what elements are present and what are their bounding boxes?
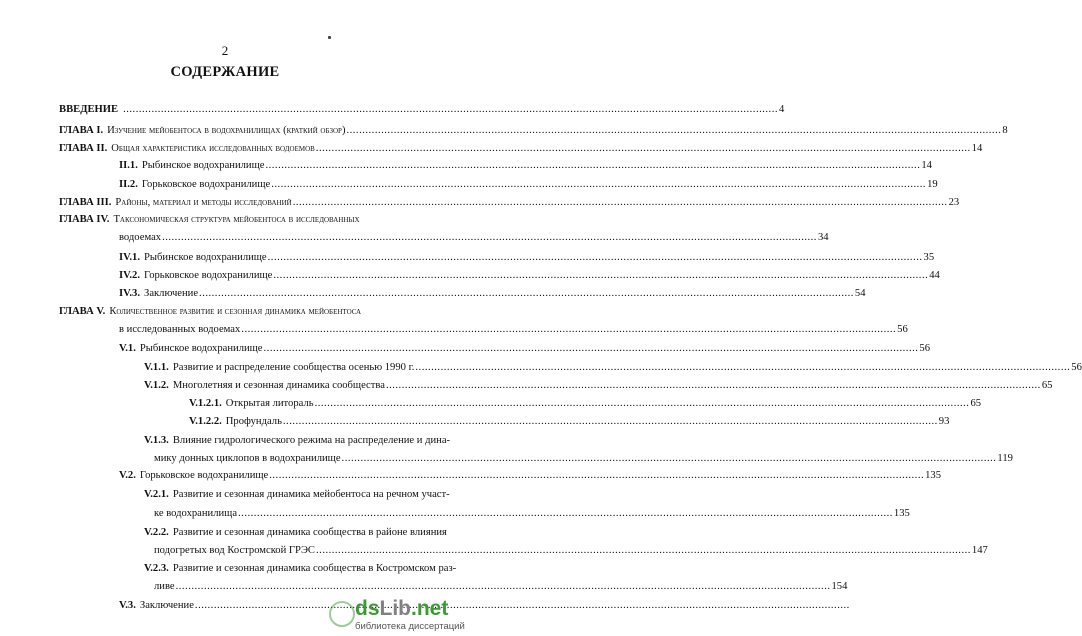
toc-entry-page: 65 (970, 398, 982, 409)
toc-entry (119, 599, 310, 613)
toc-entry-number: V.1.1. (144, 362, 169, 373)
toc-entry-number: IV.3. (119, 288, 141, 299)
toc-entry-page: 56 (897, 324, 908, 335)
toc-leader-dots (241, 323, 896, 337)
toc-entry-number: V.1.3. (144, 435, 169, 446)
toc-entry-number: V.2. (119, 470, 136, 481)
toc-entry-number: V.2.3. (144, 563, 169, 574)
toc-entry-title: Изучение мейобентоса в водохранилищах (краткий обзор) (107, 125, 346, 136)
toc-entry-page: 119 (997, 453, 1013, 464)
toc-entry-page: 147 (971, 545, 988, 556)
page-title: СОДЕРЖАНИЕ (170, 64, 280, 80)
page-number: 2 (221, 43, 229, 58)
toc-entry-page: 35 (923, 252, 935, 263)
toc-entry-page: 23 (948, 197, 960, 208)
toc-entry (59, 305, 417, 319)
toc-entry-number: V.3. (119, 600, 136, 611)
toc-entry (144, 526, 447, 540)
toc-entry-title: Общая характеристика исследованных водоемов (111, 143, 315, 154)
toc-entry-page: 56 (919, 343, 930, 354)
toc-leader-dots (386, 379, 1041, 393)
watermark-subtitle: библиотека диссертаций (355, 621, 465, 632)
toc-leader-dots (162, 231, 817, 245)
toc-entry-number: IV.2. (119, 270, 141, 281)
watermark (325, 597, 465, 636)
toc-entry-page: 93 (938, 416, 950, 427)
toc-entry-title: Развитие и сезонная динамика сообщества в Костромском раз- (172, 563, 457, 574)
toc-entry-page: 4 (778, 104, 785, 115)
toc-entry-page: 135 (893, 508, 910, 519)
toc-leader-dots (199, 287, 854, 301)
toc-entry-title: Влияние гидрологического режима на распределение и дина- (172, 435, 451, 446)
toc-entry-title: ке водохранилища (154, 508, 238, 519)
toc-entry-title: Заключение (144, 288, 199, 299)
toc-entry (59, 142, 983, 156)
watermark-logo-icon (329, 601, 355, 627)
toc-entry-title: ливе (154, 581, 175, 592)
toc-leader-dots (269, 469, 924, 483)
toc-entry (119, 323, 908, 337)
toc-entry-title: Рыбинское водохранилище (144, 252, 267, 263)
toc-entry (119, 469, 942, 483)
toc-leader-dots (315, 397, 970, 411)
toc-leader-dots (238, 507, 893, 521)
toc-entry-title: Многолетняя и сезонная динамика сообщества (172, 380, 385, 391)
toc-entry-page: 14 (921, 160, 932, 171)
toc-leader-dots (176, 580, 831, 594)
toc-entry (119, 178, 938, 192)
toc-entry-number: II.1. (119, 160, 138, 171)
toc-entry (59, 213, 417, 227)
toc-entry-number: V.2.2. (144, 527, 169, 538)
toc-entry-page: 8 (1002, 125, 1008, 136)
toc-entry (154, 544, 988, 558)
toc-entry (59, 103, 785, 117)
toc-entry (119, 159, 932, 173)
toc-entry-number: ГЛАВА IV. (59, 214, 110, 225)
toc-entry-number: V.1.2. (144, 380, 169, 391)
toc-entry-title: Количественное развитие и сезонная динамика мейобентоса (109, 306, 362, 317)
toc-entry-title: Профундаль (225, 416, 282, 427)
toc-leader-dots (316, 142, 971, 156)
watermark-logo: dsLib.net (355, 597, 449, 620)
toc-entry-number: V.1. (119, 343, 136, 354)
toc-leader-dots (346, 124, 1001, 138)
toc-entry-page: 154 (831, 581, 848, 592)
toc-entry-number: ГЛАВА II. (59, 143, 108, 154)
toc-entry-title: Развитие и распределение сообщества осенью 1990 г. (172, 362, 415, 373)
toc-entry-page: 54 (854, 288, 866, 299)
toc-entry-title: Районы, материал и методы исследований (115, 197, 292, 208)
toc-entry-number: V.2.1. (144, 489, 169, 500)
toc-entry (144, 488, 450, 502)
toc-leader-dots (195, 599, 850, 613)
toc-entry (144, 361, 1082, 375)
toc-leader-dots (342, 452, 997, 466)
toc-entry-title: в исследованных водоемах (119, 324, 241, 335)
toc-entry-title: мику донных циклопов в водохранилище (154, 453, 341, 464)
toc-entry-title: Открытая литораль (225, 398, 314, 409)
toc-entry (189, 397, 982, 411)
toc-entry (144, 562, 457, 576)
toc-entry-number: II.2. (119, 179, 138, 190)
toc-entry (144, 379, 1053, 393)
toc-leader-dots (265, 159, 920, 173)
toc-entry-title: Рыбинское водохранилище (141, 160, 265, 171)
toc-entry-title: Горьковское водохранилище (141, 179, 271, 190)
toc-leader-dots (271, 178, 926, 192)
toc-entry-title: Развитие и сезонная динамика сообщества в районе влияния (172, 527, 447, 538)
toc-entry (154, 507, 910, 521)
toc-entry-title: Рыбинское водохранилище (139, 343, 263, 354)
toc-entry (119, 251, 935, 265)
toc-entry-title: Развитие и сезонная динамика мейобентоса на речном участ- (172, 489, 450, 500)
toc-entry-page: 56 (1071, 362, 1082, 373)
toc-entry (119, 269, 940, 283)
toc-leader-dots (273, 269, 928, 283)
toc-entry (119, 231, 829, 245)
toc-entry-number: ГЛАВА III. (59, 197, 112, 208)
toc-leader-dots (283, 415, 938, 429)
toc-entry-number: ГЛАВА I. (59, 125, 104, 136)
toc-entry (154, 452, 1013, 466)
toc-entry-title: подогретых вод Костромской ГРЭС (154, 545, 316, 556)
toc-leader-dots (268, 251, 923, 265)
toc-entry-number: V.1.2.1. (189, 398, 222, 409)
toc-entry-title: водоемах (119, 232, 162, 243)
toc-entry (119, 287, 866, 301)
toc-entry-page: 19 (927, 179, 938, 190)
toc-leader-dots (293, 196, 948, 210)
toc-entry (154, 580, 848, 594)
toc-entry-page: 44 (929, 270, 940, 281)
toc-entry-page: 34 (817, 232, 829, 243)
toc-entry-page: 14 (971, 143, 983, 154)
toc-entry (144, 434, 451, 448)
toc-leader-dots (264, 342, 919, 356)
toc-entry-title: Горьковское водохранилище (144, 270, 273, 281)
scan-speck (328, 36, 331, 39)
toc-entry (59, 196, 960, 210)
toc-entry-number: IV.1. (119, 252, 141, 263)
toc-entry-page: 135 (925, 470, 942, 481)
toc-entry-number: ГЛАВА V. (59, 306, 106, 317)
toc-leader-dots (316, 544, 971, 558)
toc-entry-number: ВВЕДЕНИЕ (59, 104, 119, 115)
toc-entry-page: 65 (1041, 380, 1053, 391)
toc-entry (119, 342, 930, 356)
toc-entry (59, 124, 1008, 138)
toc-entry-title: Горьковское водохранилище (139, 470, 269, 481)
toc-entry (189, 415, 950, 429)
toc-leader-dots (415, 361, 1070, 375)
toc-entry-title: Таксономическая структура мейобентоса в исследованных (113, 214, 360, 225)
toc-entry-number: V.1.2.2. (189, 416, 222, 427)
toc-entry-title: Заключение (139, 600, 194, 611)
toc-leader-dots (123, 103, 778, 117)
